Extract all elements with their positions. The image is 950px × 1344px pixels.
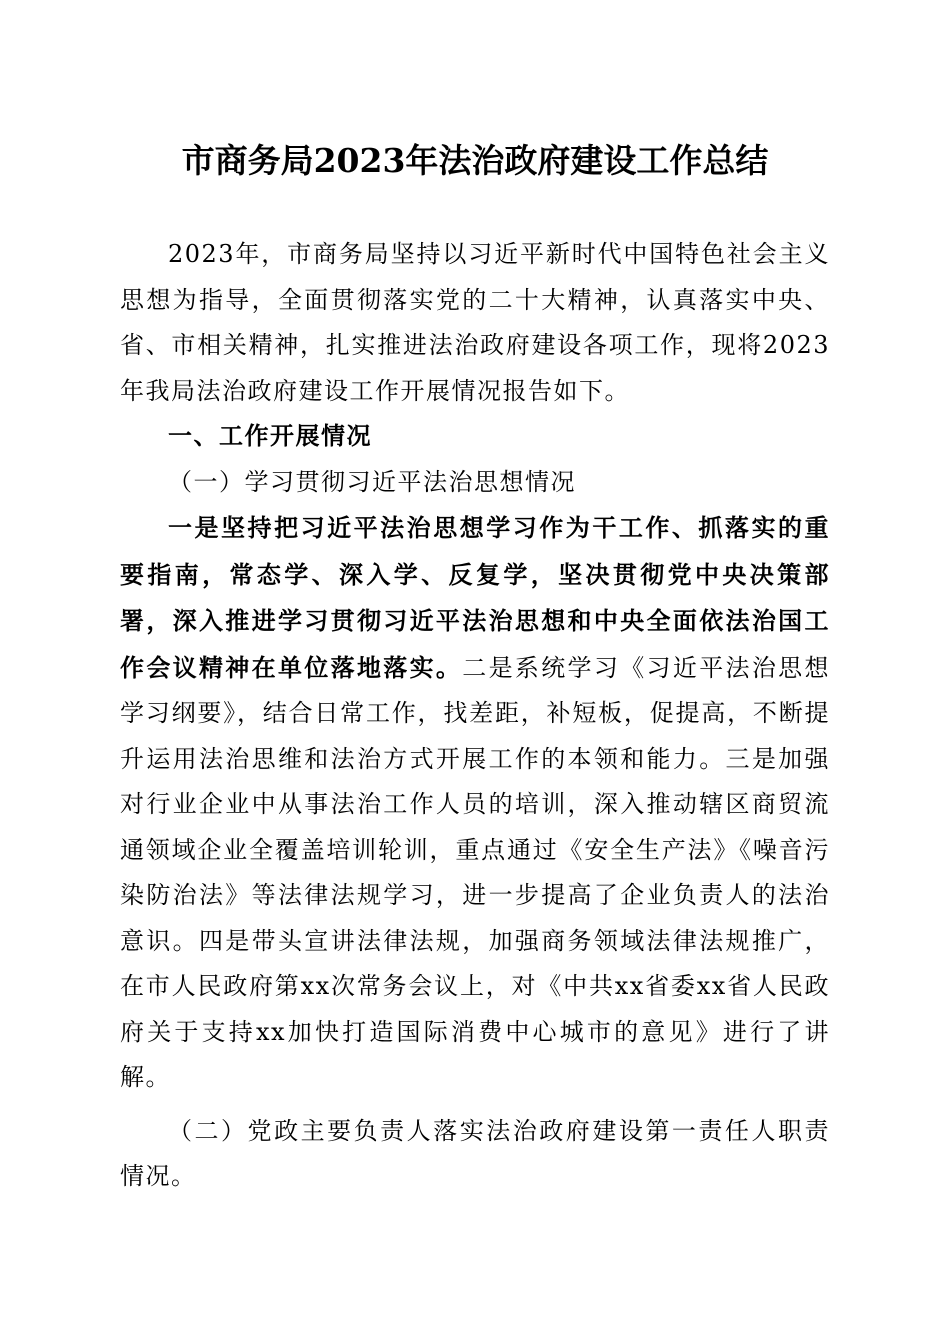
- subsection-1-bold-text: 一是坚持把习近平法治思想学习作为干工作、抓落实的重要指南，常态学、深入学、反复学，坚决贯彻党中央决策部署，深入推进学习贯彻习近平法治思想和中央全面依法治国工作会议精神在单位落地落实。: [120, 513, 830, 682]
- subsection-heading-2: （二）党政主要负责人落实法治政府建设第一责任人职责情况。: [120, 1116, 830, 1190]
- subsection-1-body-text: 二是系统学习《习近平法治思想学习纲要》，结合日常工作，找差距，补短板，促提高，不断提升运用法治思维和法治方式开展工作的本领和能力。三是加强对行业企业中从事法治工作人员的培训，深入推动辖区商贸流通领域企业全覆盖培训轮训，重点通过《安全生产法》《噪音污染防治法》等法律法规学习，进一步提高了企业负责人的法治意识。四是带头宣讲法律法规，加强商务领域法律法规推广，在市人民政府第xx次常务会议上，对《中共xx省委xx省人民政府关于支持xx加快打造国际消费中心城市的意见》进行了讲解。: [120, 653, 830, 1091]
- document-title: 市商务局2023年法治政府建设工作总结: [181, 141, 769, 180]
- paragraph-spacer: [120, 1101, 830, 1109]
- intro-paragraph: 2023年，市商务局坚持以习近平新时代中国特色社会主义思想为指导，全面贯彻落实党的二十大精神，认真落实中央、省、市相关精神，扎实推进法治政府建设各项工作，现将2023年我局法治政府建设工作开展情况报告如下。: [120, 240, 830, 405]
- document-body: [120, 232, 830, 1200]
- subsection-heading-1: （一）学习贯彻习近平法治思想情况: [168, 467, 576, 496]
- subsection-1-paragraph: [120, 505, 830, 1101]
- section-heading-1: 一、工作开展情况: [168, 422, 372, 450]
